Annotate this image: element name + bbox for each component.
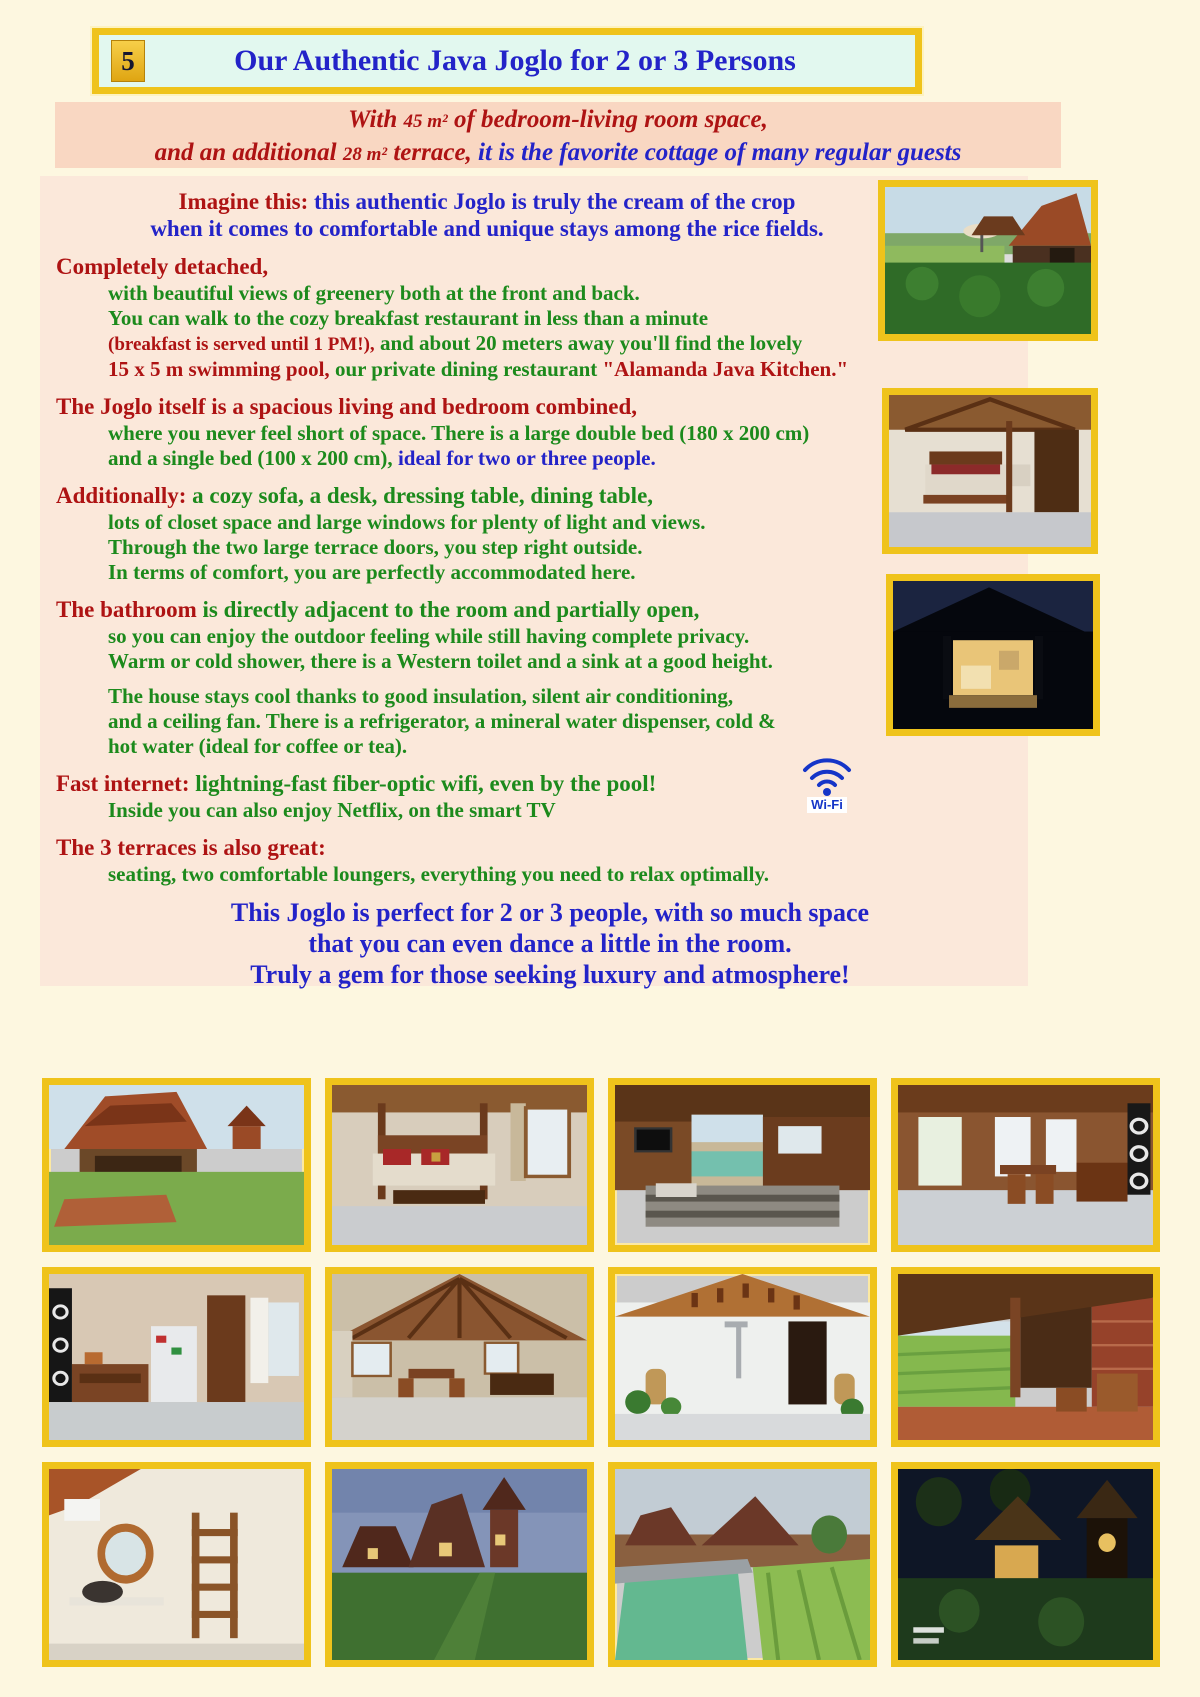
text-segment: 15 x 5 m swimming pool, (108, 357, 330, 381)
text-line: with beautiful views of greenery both at the front and back. (108, 281, 640, 305)
text-line: where you never feel short of space. There is a large double bed (180 x 200 cm) (108, 421, 810, 445)
text-segment: this authentic Joglo is truly the cream of the crop (313, 189, 796, 214)
joglo-grass-illustration (49, 1085, 304, 1245)
subtitle-line-1 (55, 104, 1061, 137)
text-segment: ideal for two or three people. (397, 446, 656, 470)
text-line: seating, two comfortable loungers, everything you need to relax optimally. (108, 862, 770, 886)
lead-in: Imagine this: (178, 189, 309, 214)
subtitle-line-2 (55, 137, 1061, 170)
text-line (108, 331, 918, 357)
living-area-illustration (332, 1274, 587, 1440)
text-line: and a ceiling fan. There is a refrigerator, a mineral water dispenser, cold & (108, 709, 776, 733)
photo-cottages-at-dusk (325, 1462, 594, 1667)
wifi-badge (796, 754, 858, 814)
canopy-bed-illustration (332, 1085, 587, 1245)
resort-night-illustration (898, 1469, 1153, 1660)
photo-terrace-night-view (886, 574, 1100, 736)
wifi-label: Wi-Fi (807, 797, 847, 813)
bedroom-interior-illustration (889, 395, 1091, 547)
text-line: Inside you can also enjoy Netflix, on the smart TV (108, 798, 556, 822)
paragraph-completely-detached (56, 252, 918, 382)
photo-terrace-rice-field-view (891, 1267, 1160, 1447)
text-line: Truly a gem for those seeking luxury and atmosphere! (250, 960, 850, 989)
text-line (56, 188, 918, 215)
paragraph-terraces (56, 833, 918, 887)
text-line: This Joglo is perfect for 2 or 3 people, with so much space (230, 898, 870, 927)
section-heading (56, 481, 918, 510)
cottages-dusk-illustration (332, 1469, 587, 1660)
paragraph-fast-internet (56, 769, 918, 823)
tv-pool-view-illustration (615, 1085, 870, 1245)
photo-joglo-exterior-garden (878, 180, 1098, 341)
text-line: that you can even dance a little in the room. (308, 929, 792, 958)
photo-pool-beside-rice-paddy (608, 1462, 877, 1667)
joglo-exterior-illustration (885, 187, 1091, 334)
page-number-badge: 5 (111, 40, 145, 82)
terrace-night-illustration (893, 581, 1093, 729)
subtitle-text: and an additional (154, 139, 337, 166)
photo-dining-room-interior (891, 1078, 1160, 1252)
paragraph-additionally (56, 481, 918, 585)
photo-joglo-in-grass-field (42, 1078, 311, 1252)
section-heading: The 3 terraces is also great: (56, 835, 326, 860)
text-segment: and about 20 meters away you'll find the lovely (379, 331, 803, 355)
area-value-bedroom: 45 m² (403, 111, 448, 132)
text-line (108, 357, 918, 382)
photo-bathroom-vanity (42, 1462, 311, 1667)
text-line: lots of closet space and large windows for plenty of light and views. (108, 510, 706, 534)
dining-room-illustration (898, 1085, 1153, 1245)
photo-open-air-shower-room (608, 1267, 877, 1447)
text-line: Through the two large terrace doors, you step right outside. (108, 535, 643, 559)
area-value-terrace: 28 m² (342, 144, 388, 165)
photo-bedroom-interior (882, 388, 1098, 554)
pool-paddy-illustration (615, 1469, 870, 1660)
shower-room-illustration (615, 1274, 870, 1440)
wifi-icon (801, 754, 853, 796)
closing-statement (56, 897, 1044, 990)
lead-in: The bathroom (56, 597, 197, 622)
text-segment: lightning-fast fiber-optic wifi, even by the pool! (195, 771, 657, 796)
text-line: The house stays cool thanks to good insulation, silent air conditioning, (108, 684, 734, 708)
text-segment: our private dining restaurant (334, 357, 598, 381)
paragraph-joglo-itself (56, 392, 918, 471)
subtitle-text: With (348, 106, 398, 133)
bathroom-vanity-illustration (49, 1469, 304, 1660)
text-segment: a cozy sofa, a desk, dressing table, dining table, (192, 483, 654, 508)
text-column (56, 188, 918, 887)
text-segment: and a single bed (100 x 200 cm), (108, 446, 393, 470)
terrace-rice-illustration (898, 1274, 1153, 1440)
subtitle-banner (55, 102, 1061, 168)
photo-resort-at-night (891, 1462, 1160, 1667)
section-heading (56, 769, 918, 798)
text-line (108, 446, 918, 471)
section-heading: Completely detached, (56, 254, 269, 279)
text-line: You can walk to the cozy breakfast restaurant in less than a minute (108, 306, 709, 330)
photo-room-with-tv-pool-view (608, 1078, 877, 1252)
text-line: Warm or cold shower, there is a Western toilet and a sink at a good height. (108, 649, 773, 673)
page-title: Our Authentic Java Joglo for 2 or 3 Persons (234, 44, 796, 77)
photo-gallery (42, 1078, 1160, 1667)
text-segment: is directly adjacent to the room and partially open, (202, 597, 700, 622)
section-heading (56, 595, 918, 624)
subtitle-text: it is the favorite cottage of many regular guests (478, 139, 962, 166)
text-line: when it comes to comfortable and unique stays among the rice fields. (150, 216, 824, 241)
section-heading: The Joglo itself is a spacious living and bedroom combined, (56, 394, 638, 419)
photo-canopy-bed-room (325, 1078, 594, 1252)
restaurant-name: "Alamanda Java Kitchen." (602, 357, 849, 381)
subtitle-text: of bedroom-living room space, (453, 106, 768, 133)
paragraph-bathroom (56, 595, 918, 674)
minibar-corner-illustration (49, 1274, 304, 1440)
text-line: so you can enjoy the outdoor feeling while still having complete privacy. (108, 624, 750, 648)
page-header (92, 28, 922, 94)
paragraph-house-stays-cool (56, 684, 918, 759)
photo-living-area-roof-beams (325, 1267, 594, 1447)
subtitle-text: terrace, (393, 139, 472, 166)
text-line: In terms of comfort, you are perfectly accommodated here. (108, 560, 636, 584)
text-segment: (breakfast is served until 1 PM!), (108, 334, 375, 355)
paragraph-imagine-this (56, 188, 918, 242)
photo-minibar-corner (42, 1267, 311, 1447)
lead-in: Additionally: (56, 483, 187, 508)
text-line: hot water (ideal for coffee or tea). (108, 734, 408, 758)
lead-in: Fast internet: (56, 771, 190, 796)
